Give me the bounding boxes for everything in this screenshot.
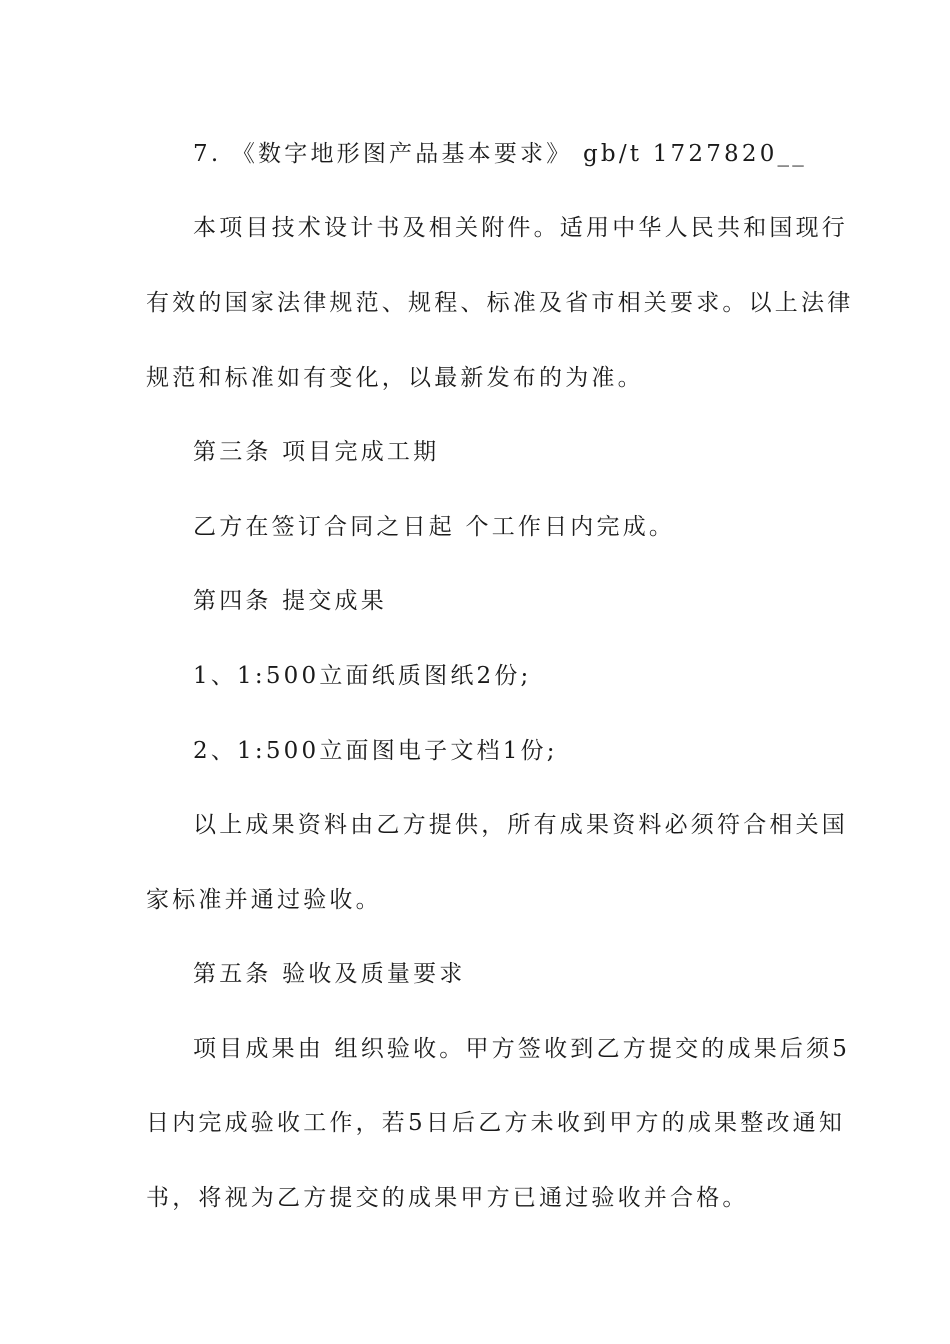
list-item: 2、1:500立面图电子文档1份; [193, 738, 558, 764]
paragraph-line: 乙方在签订合同之日起 个工作日内完成。 [193, 514, 676, 540]
paragraph-line: 项目成果由 组织验收。甲方签收到乙方提交的成果后须5 [193, 1036, 851, 1062]
section-heading-article-4: 第四条 提交成果 [193, 588, 387, 614]
paragraph-line: 以上成果资料由乙方提供，所有成果资料必须符合相关国 [193, 812, 848, 838]
section-heading-article-3: 第三条 项目完成工期 [193, 439, 440, 465]
paragraph-line: 规范和标准如有变化，以最新发布的为准。 [146, 365, 644, 391]
section-heading-article-5: 第五条 验收及质量要求 [193, 961, 466, 987]
paragraph-line: 书，将视为乙方提交的成果甲方已通过验收并合格。 [146, 1185, 749, 1211]
paragraph-line: 日内完成验收工作，若5日后乙方未收到甲方的成果整改通知 [146, 1110, 846, 1136]
paragraph-line: 家标准并通过验收。 [146, 887, 382, 913]
reference-item-7: 7. 《数字地形图产品基本要求》 gb/t 1727820__ [193, 141, 807, 167]
paragraph-line: 本项目技术设计书及相关附件。适用中华人民共和国现行 [193, 215, 848, 241]
list-item: 1、1:500立面纸质图纸2份; [193, 663, 532, 689]
paragraph-line: 有效的国家法律规范、规程、标准及省市相关要求。以上法律 [146, 290, 854, 316]
